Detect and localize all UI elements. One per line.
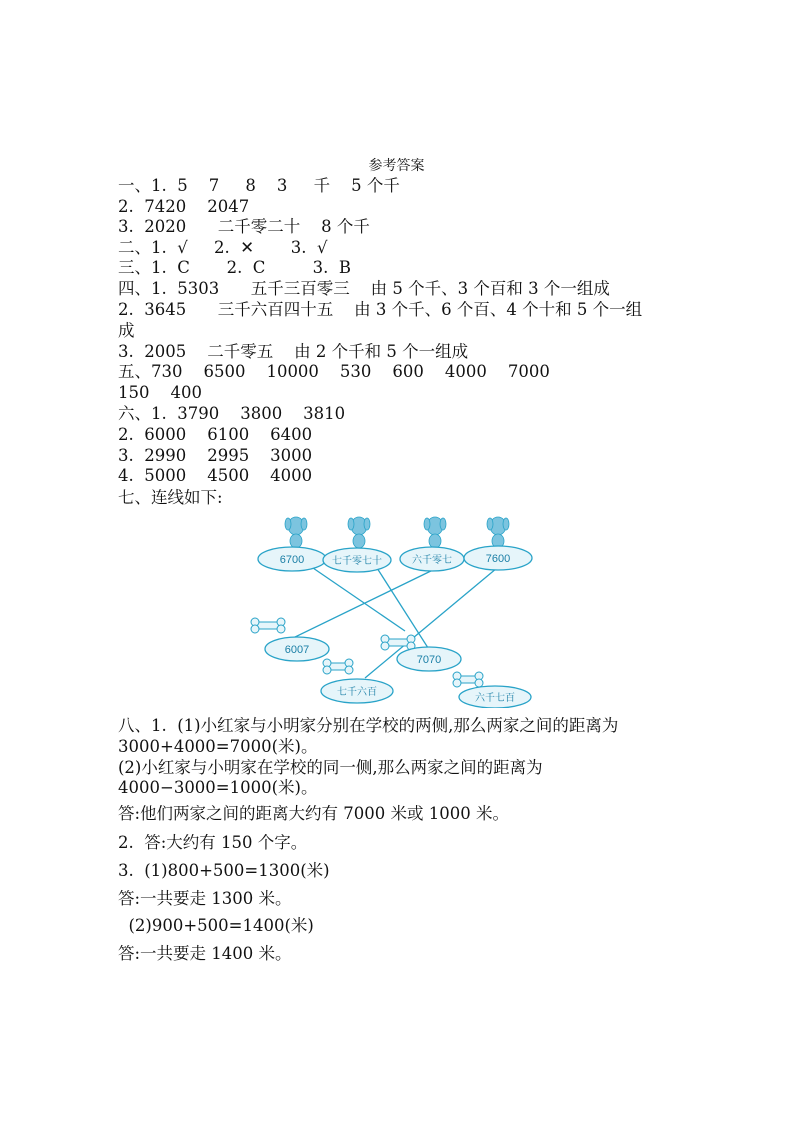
answer-line: 五、730 6500 10000 530 600 4000 7000 [118, 362, 550, 381]
answer-line: 答:一共要走 1300 米。 [118, 889, 292, 908]
answer-line: 2. 7420 2047 [118, 197, 250, 216]
dog-icon [348, 517, 370, 548]
answer-line: 七、连线如下: [118, 488, 223, 507]
label-bottom-2: 7070 [416, 654, 442, 666]
matching-diagram [245, 508, 545, 708]
label-top-1: 6700 [279, 554, 305, 566]
answer-line: (2)小红家与小明家在学校的同一侧,那么两家之间的距离为 [118, 758, 543, 777]
bone-icon [251, 618, 285, 633]
bone-icon [381, 635, 415, 650]
answer-line: 3. (1)800+500=1300(米) [118, 861, 330, 880]
answer-line: 答:他们两家之间的距离大约有 7000 米或 1000 米。 [118, 804, 510, 823]
answer-line: 150 400 [118, 383, 202, 402]
dog-icon [424, 517, 446, 548]
answer-line: 3. 2990 2995 3000 [118, 446, 313, 465]
answer-line: 3. 2020 二千零二十 8 个千 [118, 217, 370, 236]
answer-line: 2. 6000 6100 6400 [118, 425, 313, 444]
matching-diagram-svg [245, 508, 545, 708]
answer-line: 3. 2005 二千零五 由 2 个千和 5 个一组成 [118, 342, 469, 361]
label-top-3: 六千零七 [412, 555, 452, 566]
answer-line: 一、1. 5 7 8 3 千 5 个千 [118, 176, 400, 195]
label-top-2: 七千零七十 [332, 556, 382, 567]
answer-line: 成 [118, 321, 135, 340]
label-bottom-4: 六千七百 [475, 693, 515, 704]
answer-line: 四、1. 5303 五千三百零三 由 5 个千、3 个百和 3 个一组成 [118, 279, 610, 298]
page-title: 参考答案 [368, 158, 425, 174]
label-bottom-1: 6007 [284, 644, 310, 656]
answer-line: 4. 5000 4500 4000 [118, 466, 313, 485]
answer-line: 三、1. C 2. C 3. B [118, 258, 351, 277]
dog-icon [487, 517, 509, 548]
answer-line: 2. 3645 三千六百四十五 由 3 个千、6 个百、4 个十和 5 个一组 [118, 300, 643, 319]
answer-line: 六、1. 3790 3800 3810 [118, 404, 346, 423]
answer-line: 二、1. √ 2. ✕ 3. √ [118, 238, 328, 257]
answer-line: 4000−3000=1000(米)。 [118, 778, 318, 797]
answer-line: 3000+4000=7000(米)。 [118, 737, 318, 756]
label-top-4: 7600 [485, 553, 511, 565]
answer-line: 答:一共要走 1400 米。 [118, 944, 292, 963]
bone-icon [323, 659, 353, 674]
answer-line: 2. 答:大约有 150 个字。 [118, 833, 308, 852]
label-bottom-3: 七千六百 [337, 687, 377, 698]
answer-line: 八、1. (1)小红家与小明家分别在学校的两侧,那么两家之间的距离为 [118, 716, 619, 735]
dog-icon [285, 517, 307, 548]
bone-icon [453, 672, 483, 687]
answer-line: (2)900+500=1400(米) [118, 916, 314, 935]
